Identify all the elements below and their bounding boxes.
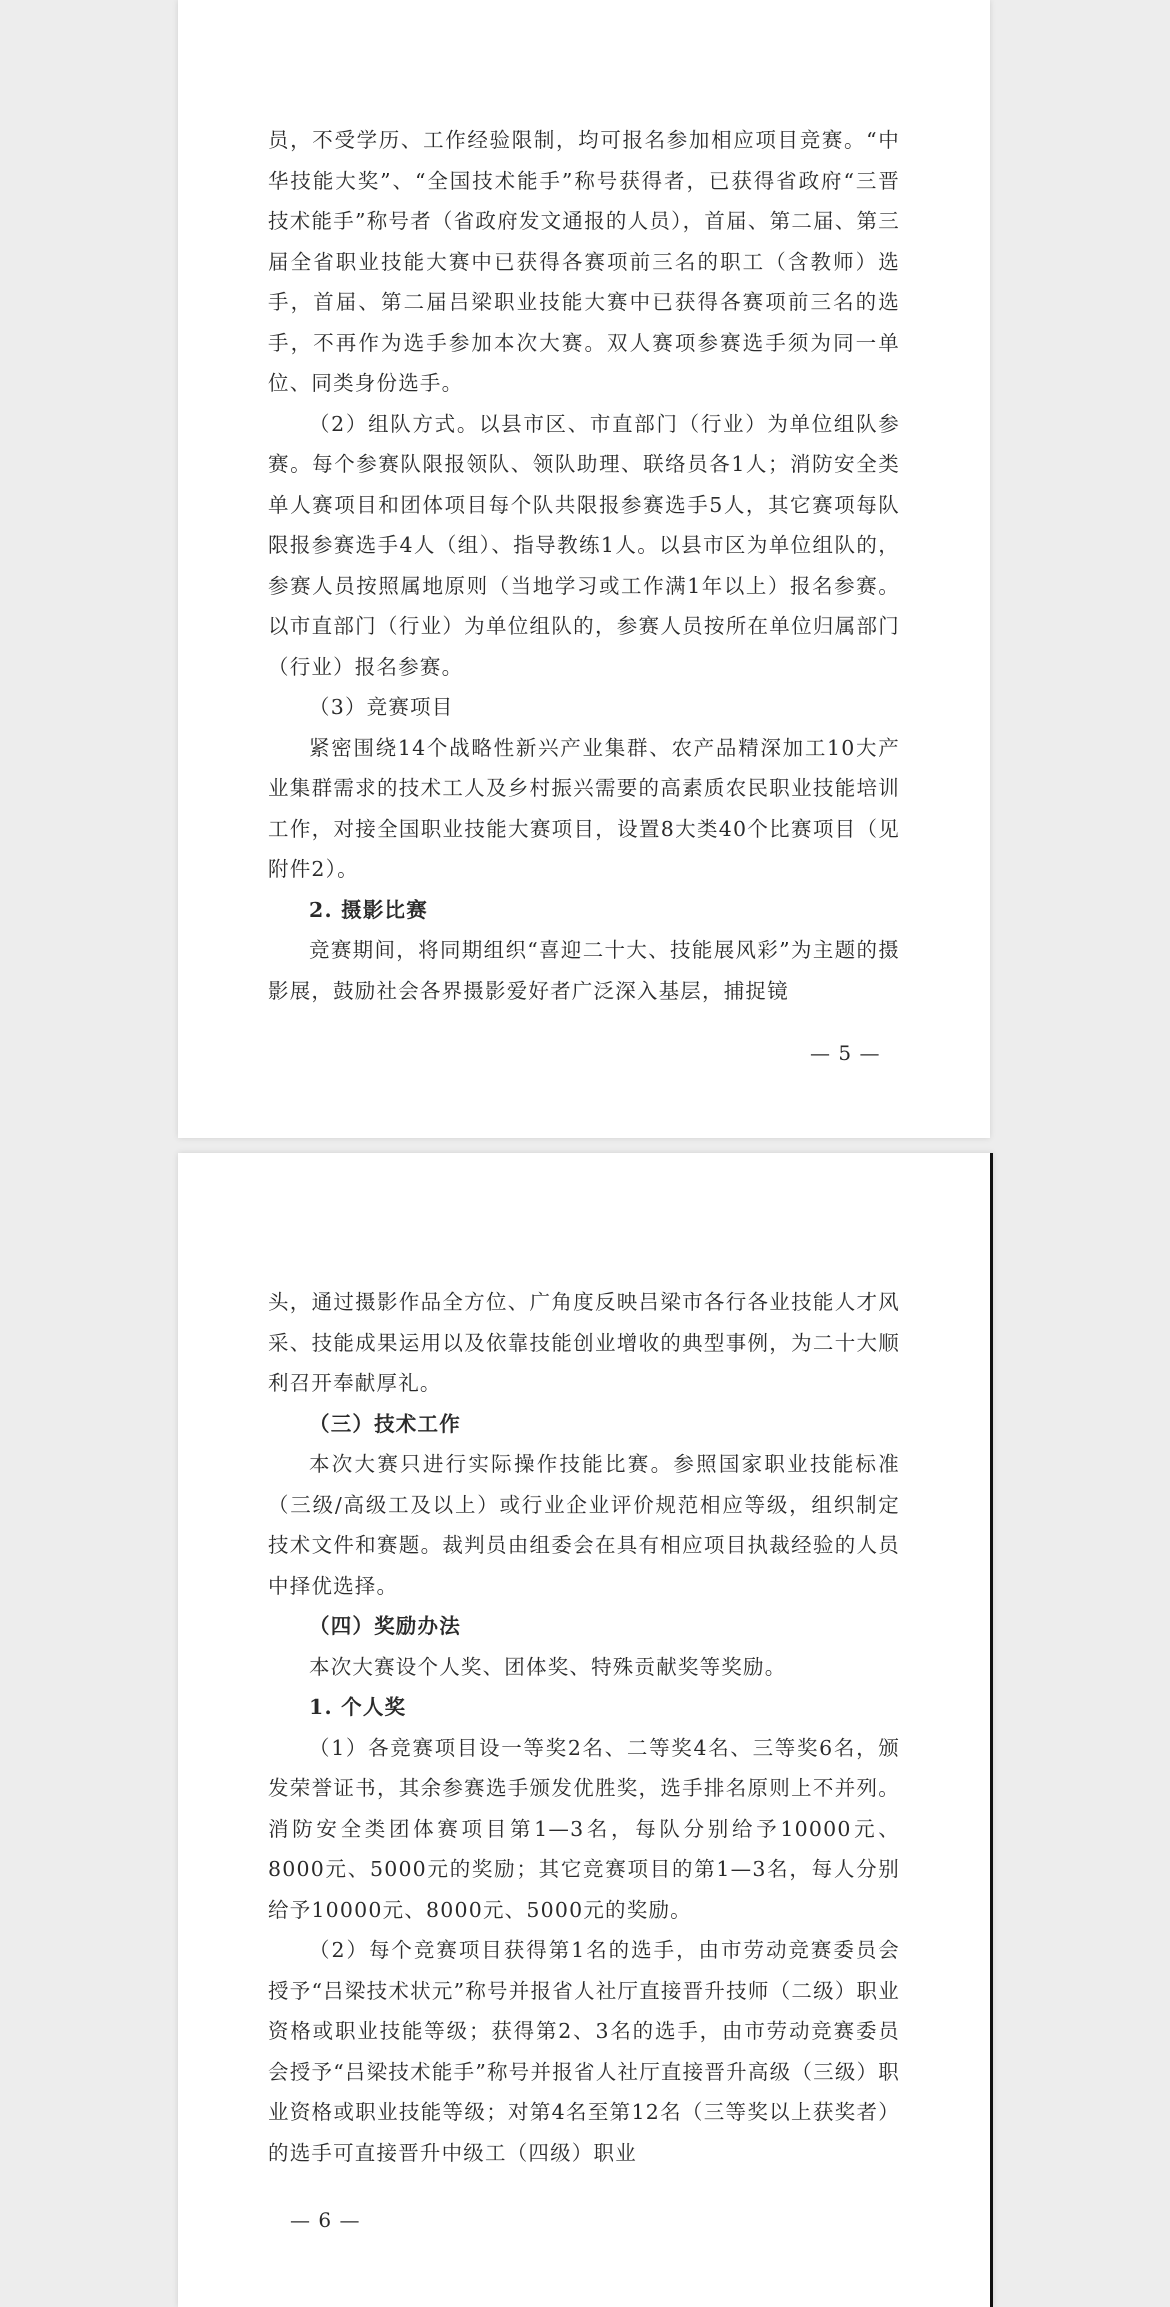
paragraph: 本次大赛只进行实际操作技能比赛。参照国家职业技能标准（三级/高级工及以上）或行业企业评价规范相应等级，组织制定技术文件和赛题。裁判员由组委会在具有相应项目执裁经验的人员中择优选择。 xyxy=(268,1452,900,1598)
paragraph: 紧密围绕14个战略性新兴产业集群、农产品精深加工10大产业集群需求的技术工人及乡村振兴需要的高素质农民职业技能培训工作，对接全国职业技能大赛项目，设置8大类40个比赛项目（见附件2）。 xyxy=(268,735,900,881)
section-heading: （四）奖励办法 xyxy=(309,1614,461,1638)
paragraph: 员，不受学历、工作经验限制，均可报名参加相应项目竞赛。“中华技能大奖”、“全国技术能手”称号获得者，已获得省政府“三晋技术能手”称号者（省政府发文通报的人员），首届、第二届、第三届全省职业技能大赛中已获得各赛项前三名的职工（含教师）选手，首届、第二届吕梁职业技能大赛中已获得各赛项前三名的选手，不再作为选手参加本次大赛。双人赛项参赛选手须为同一单位、同类身份选手。 xyxy=(268,128,900,395)
section-heading: （三）技术工作 xyxy=(309,1411,461,1436)
document-page-6 xyxy=(178,1153,993,2307)
document-page-5 xyxy=(178,0,990,1138)
page-number: — 6 — xyxy=(290,2208,361,2232)
section-heading: 1. 个人奖 xyxy=(309,1695,407,1719)
page-number: — 5 — xyxy=(810,1041,881,1065)
paragraph: （1）各竞赛项目设一等奖2名、二等奖4名、三等奖6名，颁发荣誉证书，其余参赛选手颁发优胜奖，选手排名原则上不并列。消防安全类团体赛项目第1—3名，每队分别给予10000元、8000元、5000元的奖励；其它竞赛项目的第1—3名，每人分别给予10000元、8000元、5000元的奖励。 xyxy=(268,1735,900,1922)
subheading: （3）竞赛项目 xyxy=(309,695,454,719)
paragraph: （2）组队方式。以县市区、市直部门（行业）为单位组队参赛。每个参赛队限报领队、领队助理、联络员各1人；消防安全类单人赛项目和团体项目每个队共限报参赛选手5人，其它赛项每队限报参赛选手4人（组）、指导教练1人。以县市区为单位组队的，参赛人员按照属地原则（当地学习或工作满1年以上）报名参赛。以市直部门（行业）为单位组队的，参赛人员按所在单位归属部门（行业）报名参赛。 xyxy=(268,411,900,679)
paragraph: 竞赛期间，将同期组织“喜迎二十大、技能展风彩”为主题的摄影展，鼓励社会各界摄影爱好者广泛深入基层，捕捉镜 xyxy=(268,938,900,1003)
paragraph: （2）每个竞赛项目获得第1名的选手，由市劳动竞赛委员会授予“吕梁技术状元”称号并报省人社厅直接晋升技师（二级）职业资格或职业技能等级；获得第2、3名的选手，由市劳动竞赛委员会授予“吕梁技术能手”称号并报省人社厅直接晋升高级（三级）职业资格或职业技能等级；对第4名至第12名（三等奖以上获奖者）的选手可直接晋升中级工（四级）职业 xyxy=(268,1938,900,2165)
section-heading: 2. 摄影比赛 xyxy=(309,897,428,922)
page-body xyxy=(268,1282,900,2173)
paragraph: 本次大赛设个人奖、团体奖、特殊贡献奖等奖励。 xyxy=(309,1654,787,1679)
paragraph: 头，通过摄影作品全方位、广角度反映吕梁市各行各业技能人才风采、技能成果运用以及依靠技能创业增收的典型事例，为二十大顺利召开奉献厚礼。 xyxy=(268,1290,900,1395)
page-body xyxy=(268,120,900,1011)
